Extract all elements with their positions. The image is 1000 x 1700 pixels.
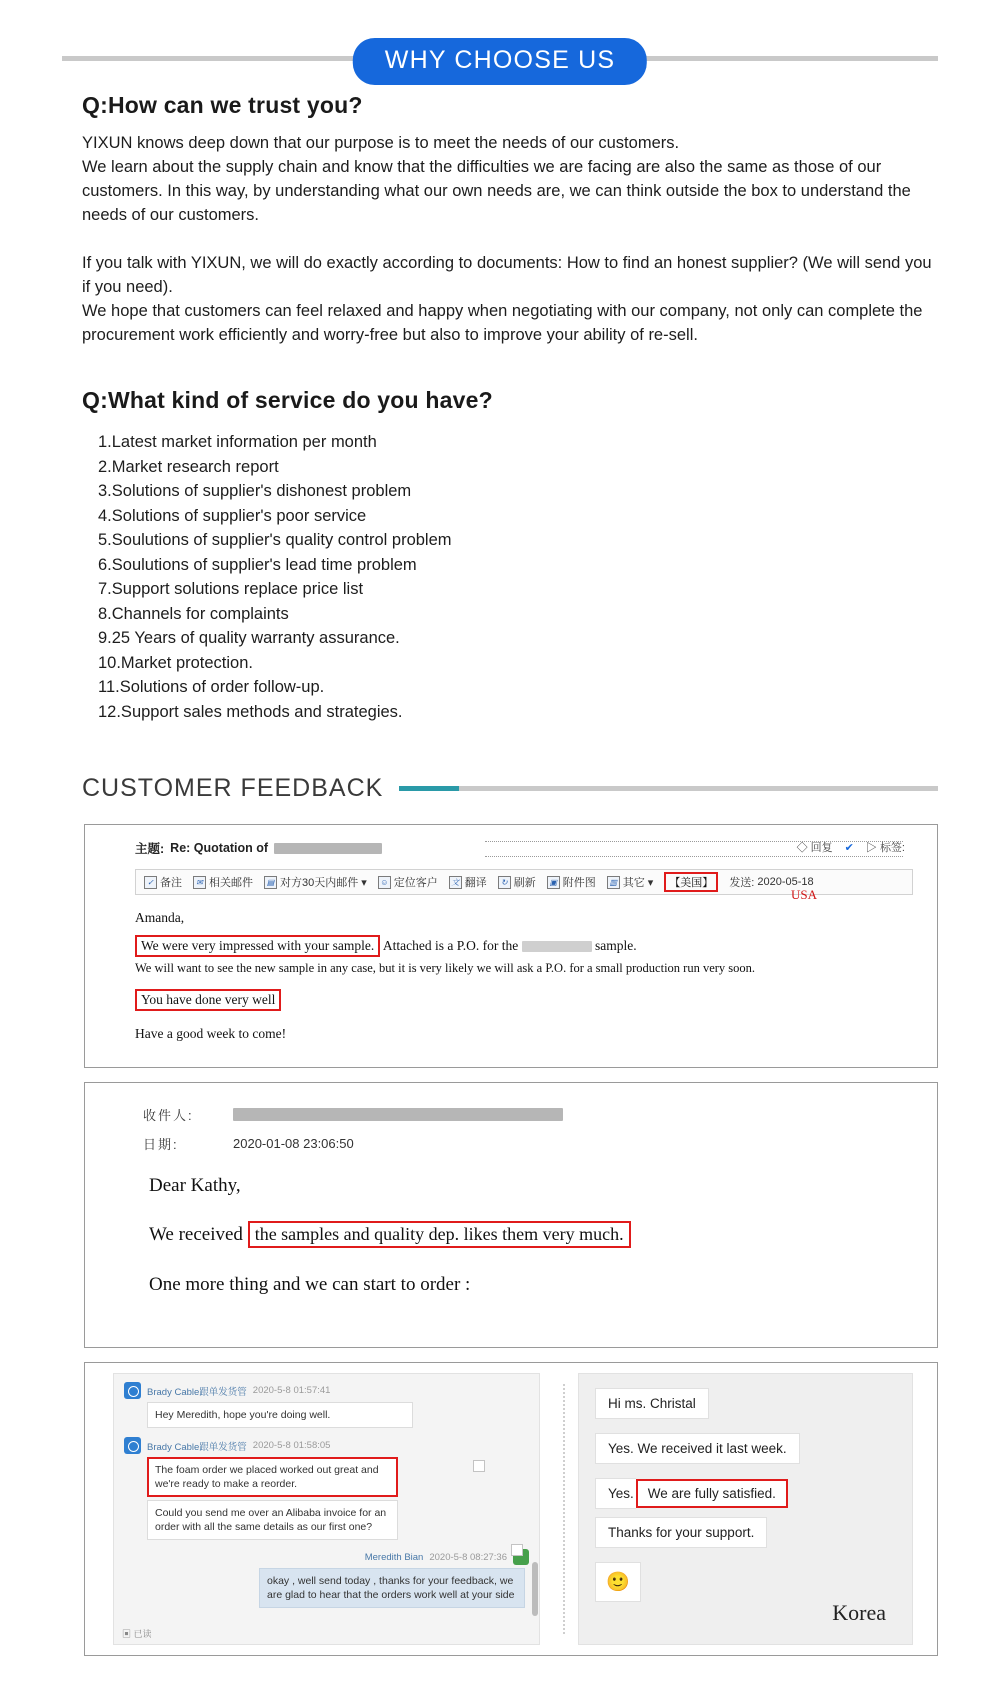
email-greeting: Amanda,	[135, 910, 185, 925]
translate-icon: 文	[449, 876, 462, 889]
chat-panel-alibaba	[113, 1373, 540, 1645]
chat-screenshots	[84, 1362, 938, 1656]
subject-text: Re: Quotation of	[170, 841, 269, 855]
chat-message-header	[124, 1549, 529, 1565]
toolbar-refresh[interactable]: ↻ 刷新	[498, 874, 536, 890]
email-line-3	[135, 989, 913, 1011]
chevron-down-icon[interactable]: ▾	[361, 876, 367, 889]
email-line-1-tail: sample.	[594, 938, 637, 953]
avatar	[124, 1382, 141, 1399]
sent-date: 2020-05-18	[757, 876, 814, 888]
list-item: 2.Market research report	[98, 457, 279, 476]
teal-rule	[399, 786, 459, 791]
answer-trust-line3: If you talk with YIXUN, we will do exactly according to documents: How to find an honest supplier? (We will send you if you need).	[82, 254, 932, 296]
toolbar-other[interactable]: ▥ 其它 ▾	[607, 874, 654, 890]
highlight-impressed: We were very impressed with your sample.	[135, 935, 380, 957]
list-item: 12.Support sales methods and strategies.	[98, 702, 403, 721]
feedback-screenshots	[0, 816, 1000, 1700]
grid-icon: ▥	[607, 876, 620, 889]
calendar-icon: ▤	[264, 876, 277, 889]
toolbar-note[interactable]: ✓ 备注	[144, 874, 182, 890]
chevron-down-icon[interactable]: ▾	[647, 876, 654, 889]
redacted-subject	[274, 843, 382, 854]
toolbar-related[interactable]: ✉ 相关邮件	[193, 874, 253, 890]
list-item: 7.Support solutions replace price list	[98, 580, 364, 598]
highlight-samples-liked: the samples and quality dep. likes them very much.	[248, 1221, 631, 1248]
image-placeholder-icon	[511, 1544, 523, 1556]
email-line-1	[135, 935, 913, 957]
chat-row	[595, 1433, 896, 1478]
banner-title: WHY CHOOSE US	[353, 38, 647, 85]
answer-trust-line1: YIXUN knows deep down that our purpose is to meet the needs of our customers.	[82, 134, 680, 152]
list-item: 5.Soulutions of supplier's quality control problem	[98, 531, 452, 549]
toolbar-30days[interactable]: ▤ 对方30天内邮件 ▾	[264, 874, 367, 890]
highlight-done-well: You have done very well	[135, 989, 281, 1011]
note-icon: ✓	[144, 876, 157, 889]
list-item: 6.Soulutions of supplier's lead time problem	[98, 555, 417, 574]
email-actions	[797, 839, 905, 855]
email2-greeting: Dear Kathy,	[149, 1175, 241, 1196]
chat-message-outgoing	[124, 1549, 529, 1608]
chat-bubble: Yes. We received it last week.	[595, 1433, 800, 1464]
chat-sender-name: Brady Cable跟单发货管	[147, 1386, 247, 1398]
list-item: 3.Solutions of supplier's dishonest problem	[98, 482, 412, 500]
list-item: 1.Latest market information per month	[98, 433, 377, 451]
subject-label: 主题:	[135, 842, 165, 856]
list-item: 4.Solutions of supplier's poor service	[98, 506, 367, 525]
chat-bubble-highlight: The foam order we placed worked out great and we're ready to make a reorder.	[147, 1457, 398, 1497]
reply-action[interactable]	[797, 839, 833, 855]
avatar	[124, 1437, 141, 1454]
redacted-product	[522, 941, 592, 952]
list-item: 8.Channels for complaints	[98, 604, 289, 623]
refresh-icon: ↻	[498, 876, 511, 889]
chat-sender-name: Brady Cable跟单发货管	[147, 1441, 247, 1453]
diamond-icon: ◇	[796, 842, 808, 854]
service-list	[82, 430, 938, 724]
recipient-label: 收件人:	[143, 1108, 194, 1123]
list-item: 10.Market protection.	[98, 653, 253, 672]
chat-bubble: Thanks for your support.	[595, 1517, 767, 1548]
email-line-2: We will want to see the new sample in any case, but it is very likely we will ask a P.O. for a small production run very soon.	[135, 961, 756, 975]
paragraph-gap	[82, 227, 938, 251]
customer-feedback-header	[82, 770, 938, 806]
scrollbar-thumb[interactable]	[532, 1562, 538, 1616]
chat-row-highlight	[595, 1478, 896, 1509]
redacted-recipient	[233, 1108, 563, 1121]
question-trust: Q:How can we trust you?	[82, 92, 363, 118]
qa-section	[0, 92, 1000, 806]
answer-trust-line4: We hope that customers can feel relaxed and happy when negotiating with our company, not only can complete the procurement work efficiently and worry-free but also to improve your ability of re-sell.	[82, 302, 923, 344]
grey-rule	[459, 786, 938, 791]
checkbox-icon: ▣	[122, 1629, 132, 1639]
chat-bubble: Hey Meredith, hope you're doing well.	[147, 1402, 413, 1428]
chat-bubble: okay , well send today , thanks for your feedback, we are glad to hear that the orders work well at your side	[259, 1568, 525, 1608]
highlight-fully-satisfied: We are fully satisfied.	[636, 1479, 788, 1508]
chat-timestamp: 2020-5-8 08:27:36	[429, 1551, 507, 1563]
chat-sender-name: Meredith Bian	[364, 1551, 424, 1563]
email-screenshot-usa	[84, 824, 938, 1068]
answer-trust-line2: We learn about the supply chain and know that the difficulties we are facing are also the same as those of our customers. In this way, by understanding what our own needs are, we can think outside the box to understand the needs of our customers.	[82, 158, 911, 224]
chat-bubble: Hi ms. Christal	[595, 1388, 709, 1419]
received-prefix: We received	[149, 1223, 243, 1245]
reply-label: 回复	[810, 842, 833, 854]
email-closing: Have a good week to come!	[135, 1026, 287, 1041]
chat-panel-korea	[578, 1373, 913, 1645]
sent-label: 发送:	[729, 877, 755, 889]
mail-icon: ✉	[193, 876, 206, 889]
dotted-divider	[563, 1384, 567, 1634]
date-label: 日期:	[143, 1137, 179, 1152]
date-value: 2020-01-08 23:06:50	[233, 1136, 354, 1151]
chat-message-header	[124, 1437, 529, 1454]
list-item: 9.25 Years of quality warranty assurance.	[98, 629, 400, 647]
tag-action[interactable]	[866, 839, 905, 855]
recipient-row	[143, 1105, 913, 1124]
date-row	[143, 1134, 913, 1153]
flag-icon: ▷	[865, 842, 877, 854]
question-service: Q:What kind of service do you have?	[82, 387, 493, 413]
toolbar-translate[interactable]: 文 翻译	[449, 874, 487, 890]
email-screenshot-kathy	[84, 1082, 938, 1348]
customer-feedback-title: CUSTOMER FEEDBACK	[82, 773, 384, 802]
list-item: 11.Solutions of order follow-up.	[98, 678, 325, 696]
chat-row	[595, 1523, 896, 1548]
email2-received-line	[149, 1221, 913, 1248]
usa-annotation: USA	[790, 887, 817, 902]
toolbar-locate-customer[interactable]: ☺ 定位客户	[378, 874, 438, 890]
why-choose-us-banner	[0, 14, 1000, 78]
check-icon[interactable]: ✔	[844, 841, 854, 854]
attachment-icon: ▣	[547, 876, 560, 889]
person-icon: ☺	[378, 876, 391, 889]
email2-one-more: One more thing and we can start to order :	[149, 1274, 471, 1295]
image-placeholder-icon	[473, 1460, 485, 1472]
chat-bubble-prefix: Yes.	[595, 1478, 636, 1509]
emoji-icon: 🙂	[595, 1562, 641, 1602]
chat-message-header	[124, 1382, 529, 1399]
email-line-1-rest: Attached is a P.O. for the	[382, 938, 519, 953]
chat-row	[595, 1388, 896, 1433]
korea-annotation: Korea	[832, 1600, 886, 1625]
chat-timestamp: 2020-5-8 01:58:05	[252, 1440, 331, 1451]
chat-timestamp: 2020-5-8 01:57:41	[252, 1385, 331, 1396]
read-receipt: ▣ 已读	[122, 1629, 152, 1639]
tag-label: 标签:	[879, 842, 905, 854]
country-badge: 【美国】	[664, 872, 718, 892]
email-subject-row	[135, 839, 913, 857]
chat-bubble: Could you send me over an Alibaba invoice for an order with all the same details as our first one?	[147, 1500, 398, 1540]
toolbar-attachment[interactable]: ▣ 附件图	[547, 874, 596, 890]
email-body	[135, 909, 913, 1043]
